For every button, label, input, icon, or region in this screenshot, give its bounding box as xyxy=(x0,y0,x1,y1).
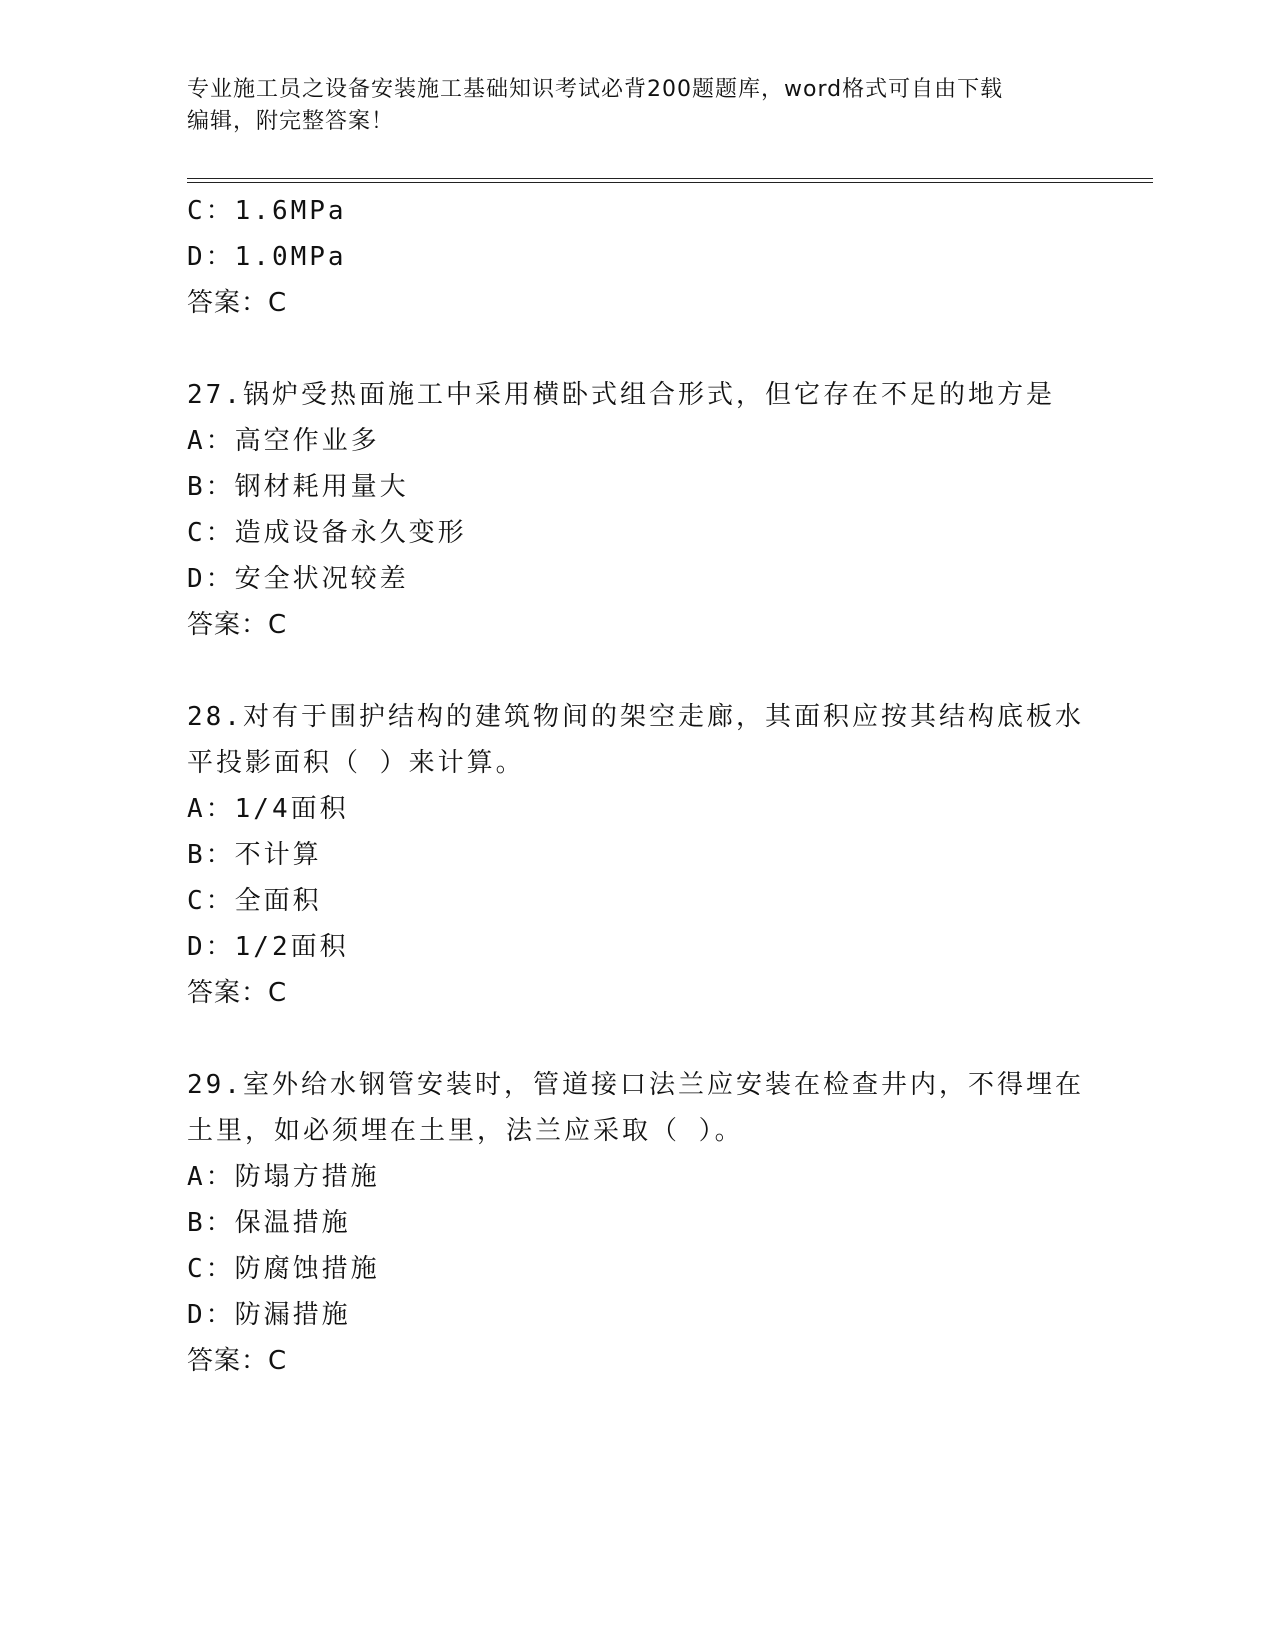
header-title-line-1: 专业施工员之设备安装施工基础知识考试必背200题题库，word格式可自由下载 xyxy=(187,77,1004,102)
option-a: A：1/4面积 xyxy=(187,794,349,824)
option-a: A：防塌方措施 xyxy=(187,1162,380,1192)
question-stem-cont: 平投影面积（ ）来计算。 xyxy=(187,748,525,778)
option-d: D：1/2面积 xyxy=(187,932,349,962)
question-list xyxy=(187,188,1087,1384)
option-c: C：1.6MPa xyxy=(187,196,347,226)
answer: 答案：C xyxy=(187,288,288,318)
option-d: D：防漏措施 xyxy=(187,1300,351,1330)
option-a: A：高空作业多 xyxy=(187,426,380,456)
question-stem: 29.室外给水钢管安装时，管道接口法兰应安装在检查井内，不得埋在 xyxy=(187,1070,1084,1100)
option-c: C：造成设备永久变形 xyxy=(187,518,467,548)
question-29 xyxy=(187,1062,1087,1384)
page-header xyxy=(187,74,1087,138)
question-fragment xyxy=(187,188,1087,326)
question-stem-cont: 土里，如必须埋在土里，法兰应采取（ ）。 xyxy=(187,1116,744,1146)
option-b: B：钢材耗用量大 xyxy=(187,472,409,502)
option-d: D：1.0MPa xyxy=(187,242,347,272)
answer: 答案：C xyxy=(187,610,288,640)
answer: 答案：C xyxy=(187,978,288,1008)
question-stem: 28.对有于围护结构的建筑物间的架空走廊，其面积应按其结构底板水 xyxy=(187,702,1084,732)
header-title-line-2: 编辑，附完整答案！ xyxy=(187,109,395,134)
option-d: D：安全状况较差 xyxy=(187,564,409,594)
question-stem: 27.锅炉受热面施工中采用横卧式组合形式，但它存在不足的地方是 xyxy=(187,380,1055,410)
question-28 xyxy=(187,694,1087,1016)
question-27 xyxy=(187,372,1087,648)
answer: 答案：C xyxy=(187,1346,288,1376)
option-c: C：全面积 xyxy=(187,886,322,916)
header-divider xyxy=(187,178,1153,183)
option-c: C：防腐蚀措施 xyxy=(187,1254,380,1284)
option-b: B：保温措施 xyxy=(187,1208,351,1238)
option-b: B：不计算 xyxy=(187,840,322,870)
